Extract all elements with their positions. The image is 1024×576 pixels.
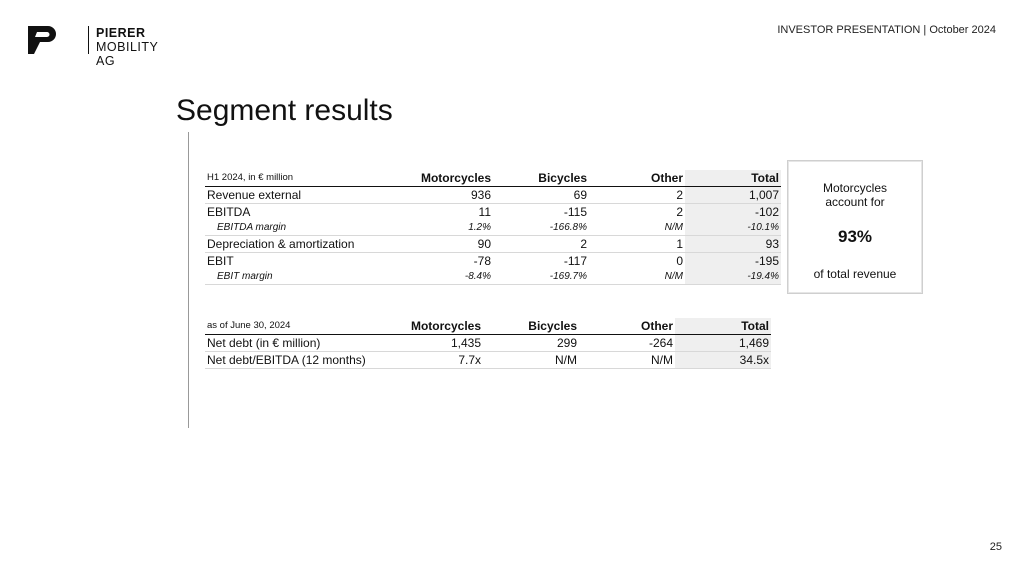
page-title: Segment results: [176, 94, 393, 127]
table-header-cell: Total: [675, 318, 771, 335]
table-cell: 1,007: [685, 187, 781, 204]
table-cell: 2: [676, 205, 683, 219]
table-cell: Net debt (in € million): [205, 335, 395, 352]
table-header-cell: Motorcycles: [405, 170, 493, 187]
logo-text: [96, 26, 168, 68]
table-cell: 299: [483, 335, 579, 352]
table-cell: -10.1%: [685, 220, 781, 236]
table-cell: 1: [589, 236, 685, 253]
table-row: [205, 204, 781, 221]
table-header-cell: Other: [589, 170, 685, 187]
table-row: [205, 269, 781, 285]
table-cell: 0: [676, 254, 683, 268]
table-cell: 34.5x: [675, 352, 771, 369]
table-cell: N/M: [483, 352, 579, 369]
table-cell: N/M: [579, 352, 675, 369]
table-cell: -166.8%: [493, 220, 589, 236]
table-cell: 69: [493, 187, 589, 204]
table-cell: Revenue external: [205, 187, 405, 204]
page-number: 25: [989, 541, 1002, 553]
table-row: [205, 220, 781, 236]
table-row: [205, 352, 771, 369]
table-cell: -78: [473, 254, 491, 268]
table-row: [205, 253, 781, 270]
revenue-share-callout: [787, 160, 923, 294]
table-cell: -19.4%: [685, 269, 781, 285]
table-header-cell: Bicycles: [493, 170, 589, 187]
table-header-cell: Total: [685, 170, 781, 187]
logo-line-2: MOBILITY AG: [96, 40, 159, 68]
table-cell: 93: [685, 236, 781, 253]
company-logo: [28, 22, 168, 68]
table-cell: 1,435: [395, 335, 483, 352]
logo-line-1: PIERER: [96, 26, 146, 40]
callout-line-1: Motorcycles: [822, 181, 887, 195]
table-header-cell: Motorcycles: [395, 318, 483, 335]
callout-heading: [788, 181, 922, 209]
table-header-cell: Bicycles: [483, 318, 579, 335]
table-cell: N/M: [589, 220, 685, 236]
table-cell: Net debt/EBITDA (12 months): [205, 352, 395, 369]
presentation-header: INVESTOR PRESENTATION | October 2024: [777, 24, 996, 36]
callout-line-2: account for: [825, 195, 885, 209]
table-cell: EBIT margin: [205, 269, 405, 285]
callout-caption: of total revenue: [813, 267, 897, 281]
table-cell: -115: [563, 205, 587, 219]
table-cell: -195: [685, 253, 781, 270]
table-header-cell: Other: [579, 318, 675, 335]
table-cell: Depreciation & amortization: [205, 236, 405, 253]
vertical-divider: [188, 132, 189, 428]
table-row: [205, 335, 771, 352]
pierer-logo-icon: [28, 26, 60, 54]
table-cell: 11: [478, 205, 491, 219]
table-cell: 936: [405, 187, 493, 204]
table-cell: 1,469: [675, 335, 771, 352]
table-cell: EBITDA margin: [205, 220, 405, 236]
table-cell: -8.4%: [405, 269, 493, 285]
table-header-cell: as of June 30, 2024: [205, 318, 395, 335]
net-debt-table: [205, 318, 771, 369]
table-cell: -169.7%: [493, 269, 589, 285]
table-cell: 2: [589, 187, 685, 204]
table-cell: 90: [405, 236, 493, 253]
callout-value: 93%: [837, 227, 873, 246]
table-row: [205, 187, 781, 204]
table-cell: EBIT: [207, 254, 234, 268]
table-cell: 1.2%: [405, 220, 493, 236]
table-row: [205, 236, 781, 253]
table-cell: 7.7x: [395, 352, 483, 369]
table-header-row: [205, 318, 771, 335]
table-header-row: [205, 170, 781, 187]
h1-results-table: [205, 170, 781, 285]
logo-divider: [88, 26, 89, 54]
table-cell: 2: [493, 236, 589, 253]
table-cell: -264: [579, 335, 675, 352]
table-cell: N/M: [589, 269, 685, 285]
table-header-cell: H1 2024, in € million: [205, 170, 405, 187]
table-cell: -117: [563, 254, 587, 268]
table-cell: -102: [685, 204, 781, 221]
table-cell: EBITDA: [207, 205, 251, 219]
